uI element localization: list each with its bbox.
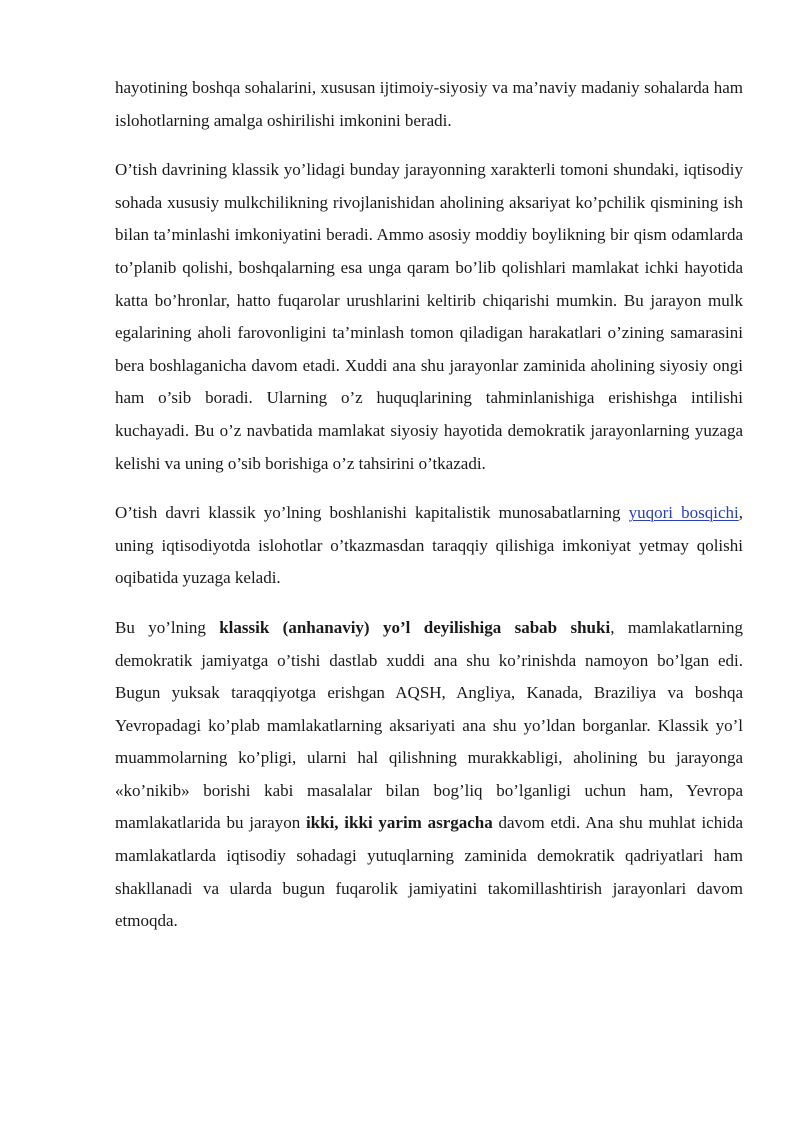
paragraph-2: O’tish davrining klassik yo’lidagi bunday jarayonning xarakterli tomoni shundaki, iqtisodiy sohada xususiy mulkchilikning rivojlanishidan aholining aksariyat ko’pchilik qismining ish bilan ta’minlashi imkoniyatini beradi. Ammo asosiy moddiy boylikning bir qism odamlarda to’planib qolishi, boshqalarning esa unga qaram bo’lib qolishlari mamlakat ichki hayotida katta bo’hronlar, hatto fuqarolar urushlarini keltirib chiqarishi mumkin. Bu jarayon mulk egalarining aholi farovonligini ta’minlash tomon qiladigan harakatlari o’zining samarasini bera boshlaganicha davom etadi. Xuddi ana shu jarayonlar zaminida aholining siyosiy ongi ham o’sib boradi. Ularning o’z huquqlarining tahminlanishiga erishishga intilishi kuchayadi. Bu o’z navbatida mamlakat siyosiy hayotida demokratik jarayonlarning yuzaga kelishi va uning o’sib borishiga o’z tahsirini o’tkazadi.	[115, 160, 743, 473]
paragraph-4-text-2: , mamlakatlarning demokratik jamiyatga o’tishi dastlab xuddi ana shu ko’rinishda namoyon bo’lgan edi. Bugun yuksak taraqqiyotga erishgan AQSH, Angliya, Kanada, Braziliya va boshqa Yevropadagi ko’plab mamlakatlarning aksariyati ana shu yo’ldan borganlar. Klassik yo’l muammolarning ko’pligi, ularni hal qilishning murakkabligi, aholining bu jarayonga «ko’nikib» borishi kabi masalalar bilan bog’liq bo’lganligi uchun ham, Yevropa mamlakatlarida bu jarayon	[115, 617, 743, 833]
paragraph-4	[115, 612, 743, 938]
paragraph-3-text-start: O’tish davri klassik yo’lning boshlanishi kapitalistik munosabatlarning	[115, 503, 629, 523]
paragraph-3-text-end: , uning iqtisodiyotda islohotlar o’tkazmasdan taraqqiy qilishiga imkoniyat yetmay qolishi oqibatida yuzaga keladi.	[115, 503, 743, 588]
paragraph-4-text-3: davom etdi. Ana shu muhlat ichida mamlakatlarda iqtisodiy sohadagi yutuqlarning zaminida demokratik qadriyatlari ham shakllanadi va ularda bugun fuqarolik jamiyatini takomillashtirish jarayonlari davom etmoqda.	[115, 813, 743, 931]
yuqori-bosqichi-link[interactable]: yuqori bosqichi	[628, 503, 739, 523]
paragraph-1: hayotining boshqa sohalarini, xususan ijtimoiy-siyosiy va ma’naviy madaniy sohalarda ham islohotlarning amalga oshirilishi imkonini beradi.	[115, 78, 743, 130]
paragraph-4-bold-phrase-1: klassik (anhanaviy) yo’l deyilishiga sabab shuki	[219, 617, 611, 637]
paragraph-3	[115, 497, 743, 595]
document-page	[115, 72, 743, 938]
paragraph-4-bold-phrase-2: ikki, ikki yarim asrgacha	[305, 813, 493, 833]
paragraph-4-text-1: Bu yo’lning	[115, 617, 220, 637]
